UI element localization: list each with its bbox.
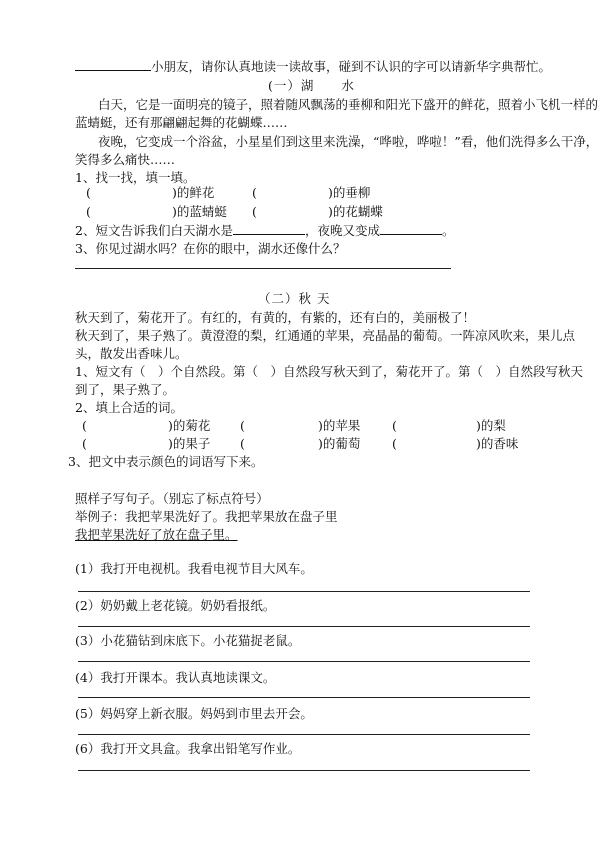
p1-q1-label: 1、找一找，填一填。: [75, 170, 196, 185]
passage2-para2-line1: 秋天到了，果子熟了。黄澄澄的梨，红通通的苹果，亮晶晶的葡萄。一阵凉风吹来，果儿点: [75, 328, 576, 343]
example-answer: 我把苹果洗好了放在盘子里。: [75, 527, 238, 542]
example-label: 举例子：我把苹果洗好了。我把苹果放在盘子里: [75, 509, 338, 524]
sentence-item: (1）我打开电视机。我看电视节目大风车。: [75, 561, 313, 576]
fill-open: (: [86, 185, 91, 200]
passage1-para1-line2: 蓝蜻蜓，还有那翩翩起舞的花蝴蝶……: [75, 115, 288, 130]
p2-q2-row2: [82, 435, 518, 452]
passage2-para1: 秋天到了，菊花开了。有红的，有黄的，有紫的，还有白的，美丽极了！: [75, 310, 476, 325]
answer-line[interactable]: [78, 697, 530, 698]
p2-q1-line2: 到了，果子熟了。: [75, 382, 176, 397]
sentence-item: (4）我打开课本。我认真地读课文。: [75, 670, 276, 685]
fill-open: (: [82, 418, 87, 433]
sentence-instruction: 照样子写句子。（别忘了标点符号）: [75, 491, 269, 506]
intro-text: 小朋友，请你认真地读一读故事，碰到不认识的字可以请新华字典帮忙。: [151, 59, 552, 74]
fill-text: )的垂柳: [328, 185, 371, 200]
p1-q3-answer-line[interactable]: [75, 268, 451, 269]
p2-q1-line1: 1、短文有（ ）个自然段。第（ ）自然段写秋天到了，菊花开了。第（ ）自然段写秋天: [75, 364, 583, 379]
fill-open: (: [86, 204, 91, 219]
p1-q2: [75, 222, 455, 239]
name-blank[interactable]: [75, 58, 151, 71]
fill-open: (: [252, 204, 257, 219]
sentence-item: (6）我打开文具盒。我拿出铅笔写作业。: [75, 741, 301, 756]
p2-q2-row1: [82, 417, 506, 434]
sentence-item: (3）小花猫钻到床底下。小花猫捉老鼠。: [75, 633, 301, 648]
fill-text: )的花蝴蝶: [328, 204, 383, 219]
p1-q2-suffix: 。: [441, 223, 455, 238]
fill-text: )的鲜花: [172, 185, 215, 200]
fill-text: )的蓝蜻蜓: [172, 204, 227, 219]
fill-open: (: [392, 418, 397, 433]
p1-q2-prefix: 2、短文告诉我们白天湖水是: [75, 223, 233, 238]
p2-q3-label: 3、把文中表示颜色的词语写下来。: [68, 454, 264, 469]
p1-q2-blank1[interactable]: [233, 222, 305, 235]
fill-open: (: [240, 436, 245, 451]
p1-q3-label: 3、你见过湖水吗？在你的眼中，湖水还像什么？: [75, 241, 346, 256]
passage1-title: (一）湖 水: [268, 78, 355, 93]
passage1-para2-line1: 夜晚，它变成一个浴盆，小星星们到这里来洗澡，“哗啦，哗啦！”看，他们洗得多么干净，: [98, 134, 599, 149]
answer-line[interactable]: [78, 591, 530, 592]
fill-open: (: [240, 418, 245, 433]
answer-line[interactable]: [78, 626, 530, 627]
intro-line: [75, 58, 551, 75]
fill-text: )的梨: [476, 418, 506, 433]
sentence-item: (5）妈妈穿上新衣服。妈妈到市里去开会。: [75, 706, 313, 721]
fill-text: )的香味: [476, 436, 519, 451]
passage1-para1-line1: 白天，它是一面明亮的镜子，照着随风飘荡的垂柳和阳光下盛开的鲜花，照着小飞机一样的: [98, 97, 599, 112]
answer-line[interactable]: [78, 770, 530, 771]
p1-q1-row1: [86, 184, 370, 201]
fill-text: )的菊花: [168, 418, 211, 433]
passage2-para2-line2: 头，散发出香味儿。: [75, 346, 188, 361]
answer-line[interactable]: [78, 661, 530, 662]
p1-q1-row2: [86, 203, 383, 220]
fill-open: (: [252, 185, 257, 200]
fill-text: )的苹果: [318, 418, 361, 433]
passage1-para2-line2: 笑得多么痛快……: [75, 152, 176, 167]
fill-open: (: [82, 436, 87, 451]
p1-q2-middle: ，夜晚又变成: [304, 223, 380, 238]
fill-text: )的葡萄: [318, 436, 361, 451]
p2-q2-label: 2、填上合适的词。: [75, 400, 183, 415]
answer-line[interactable]: [78, 734, 530, 735]
passage2-title: （二）秋 天: [258, 291, 331, 306]
fill-open: (: [392, 436, 397, 451]
fill-text: )的果子: [168, 436, 211, 451]
p1-q2-blank2[interactable]: [380, 222, 442, 235]
sentence-item: (2）奶奶戴上老花镜。奶奶看报纸。: [75, 598, 276, 613]
